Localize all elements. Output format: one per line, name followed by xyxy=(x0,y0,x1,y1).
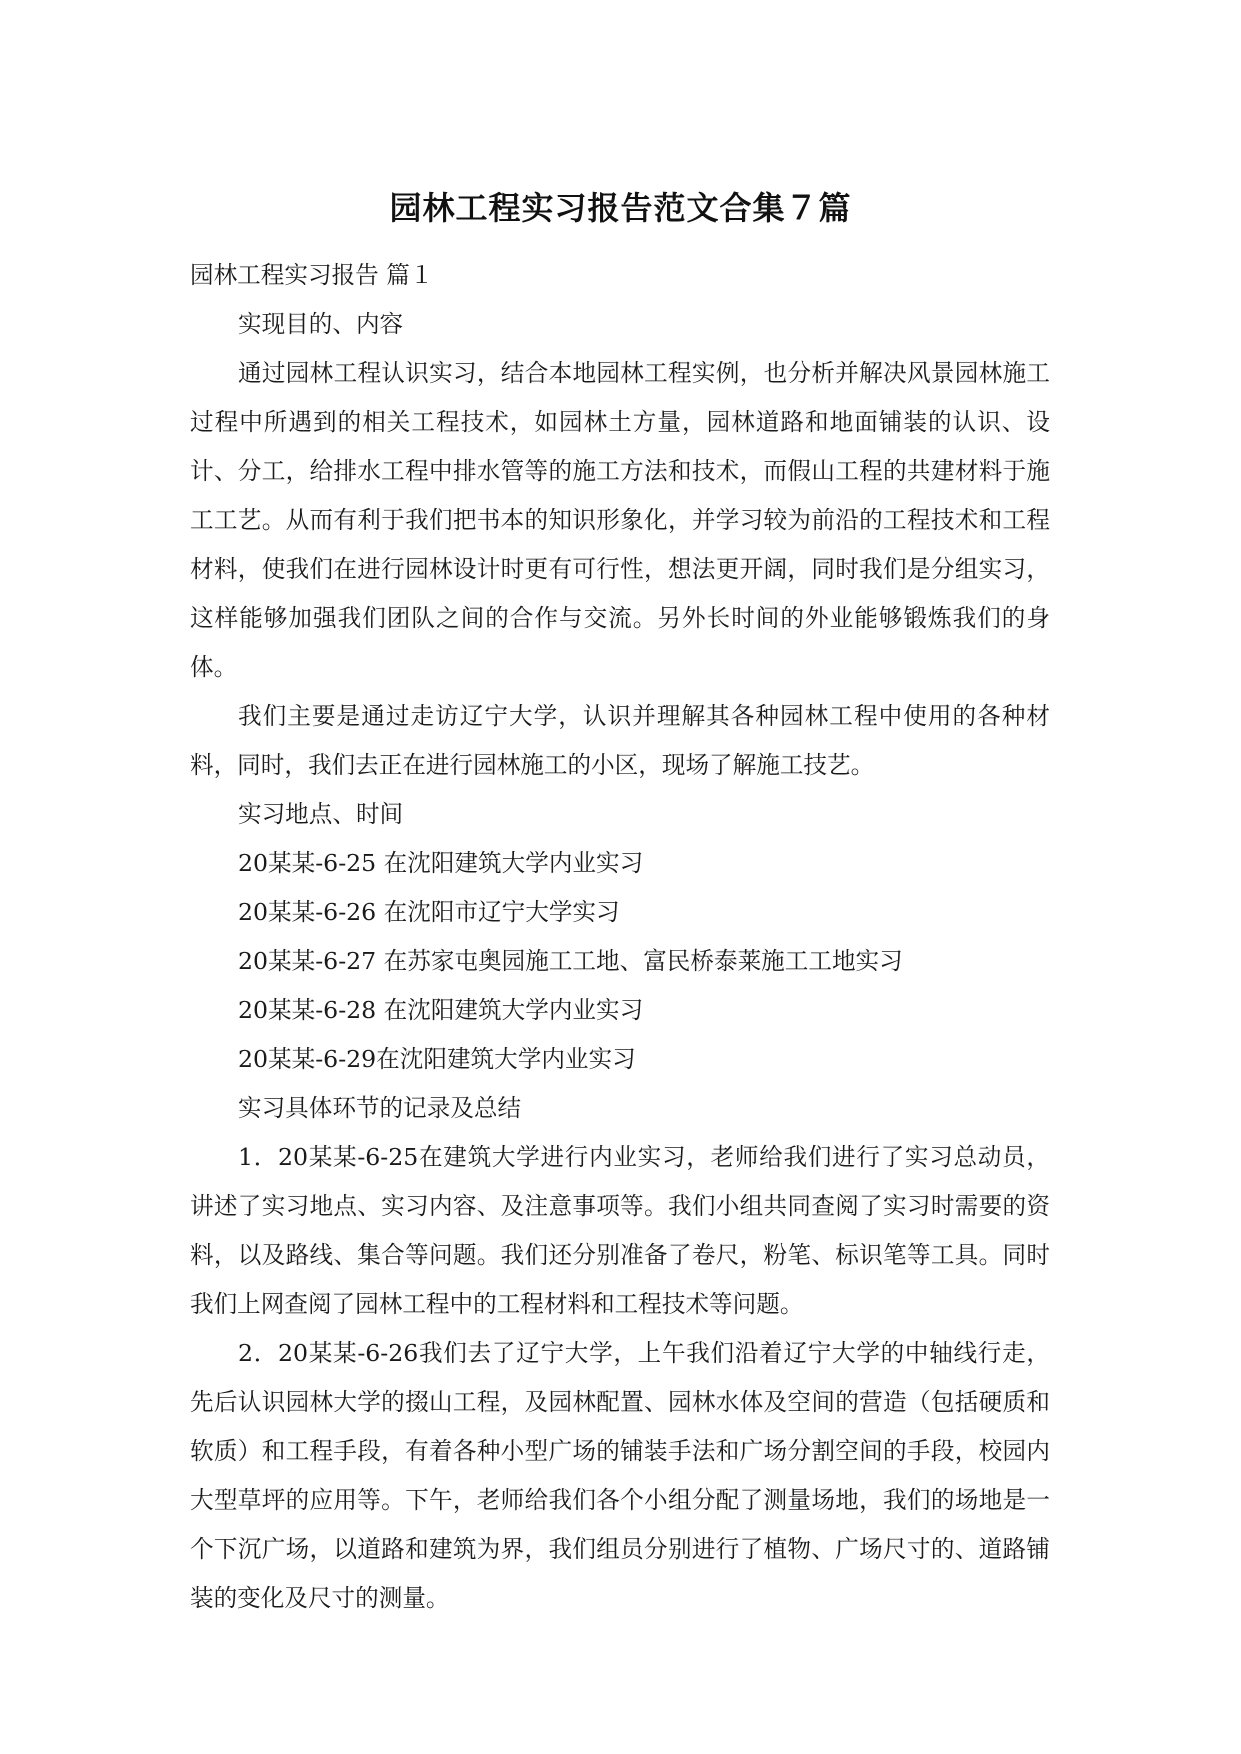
schedule-item: 20某某-6-25 在沈阳建筑大学内业实习 xyxy=(238,849,644,877)
schedule-item: 20某某-6-27 在苏家屯奥园施工工地、富民桥泰莱施工工地实习 xyxy=(238,947,903,975)
section-heading: 园林工程实习报告 篇１ xyxy=(190,261,434,289)
paragraph-day-1: 1．20某某-6-25在建筑大学进行内业实习，老师给我们进行了实习总动员，讲述了实习地点、实习内容、及注意事项等。我们小组共同查阅了实习时需要的资料，以及路线、集合等问题。我们还分别准备了卷尺，粉笔、标识笔等工具。同时我们上网查阅了园林工程中的工程材料和工程技术等问题。 xyxy=(190,1143,1050,1318)
heading-purpose: 实现目的、内容 xyxy=(238,310,404,338)
paragraph-day-2: 2．20某某-6-26我们去了辽宁大学，上午我们沿着辽宁大学的中轴线行走，先后认识园林大学的掇山工程，及园林配置、园林水体及空间的营造（包括硬质和软质）和工程手段，有着各种小型广场的铺装手法和广场分割空间的手段，校园内大型草坪的应用等。下午，老师给我们各个小组分配了测量场地，我们的场地是一个下沉广场，以道路和建筑为界，我们组员分别进行了植物、广场尺寸的、道路铺装的变化及尺寸的测量。 xyxy=(190,1339,1050,1612)
schedule-item: 20某某-6-29在沈阳建筑大学内业实习 xyxy=(238,1045,636,1073)
schedule-item: 20某某-6-28 在沈阳建筑大学内业实习 xyxy=(238,996,644,1024)
paragraph-method: 我们主要是通过走访辽宁大学，认识并理解其各种园林工程中使用的各种材料，同时，我们去正在进行园林施工的小区，现场了解施工技艺。 xyxy=(190,702,1050,779)
heading-record-summary: 实习具体环节的记录及总结 xyxy=(238,1094,522,1122)
heading-location-time: 实习地点、时间 xyxy=(238,800,404,828)
schedule-item: 20某某-6-26 在沈阳市辽宁大学实习 xyxy=(238,898,620,926)
paragraph-purpose: 通过园林工程认识实习，结合本地园林工程实例，也分析并解决风景园林施工过程中所遇到的相关工程技术，如园林土方量，园林道路和地面铺装的认识、设计、分工，给排水工程中排水管等的施工方法和技术，而假山工程的共建材料于施工工艺。从而有利于我们把书本的知识形象化，并学习较为前沿的工程技术和工程材料，使我们在进行园林设计时更有可行性，想法更开阔，同时我们是分组实习，这样能够加强我们团队之间的合作与交流。另外长时间的外业能够锻炼我们的身体。 xyxy=(190,359,1050,681)
document-title: 园林工程实习报告范文合集７篇 xyxy=(389,189,852,227)
document-body xyxy=(190,251,1050,1623)
